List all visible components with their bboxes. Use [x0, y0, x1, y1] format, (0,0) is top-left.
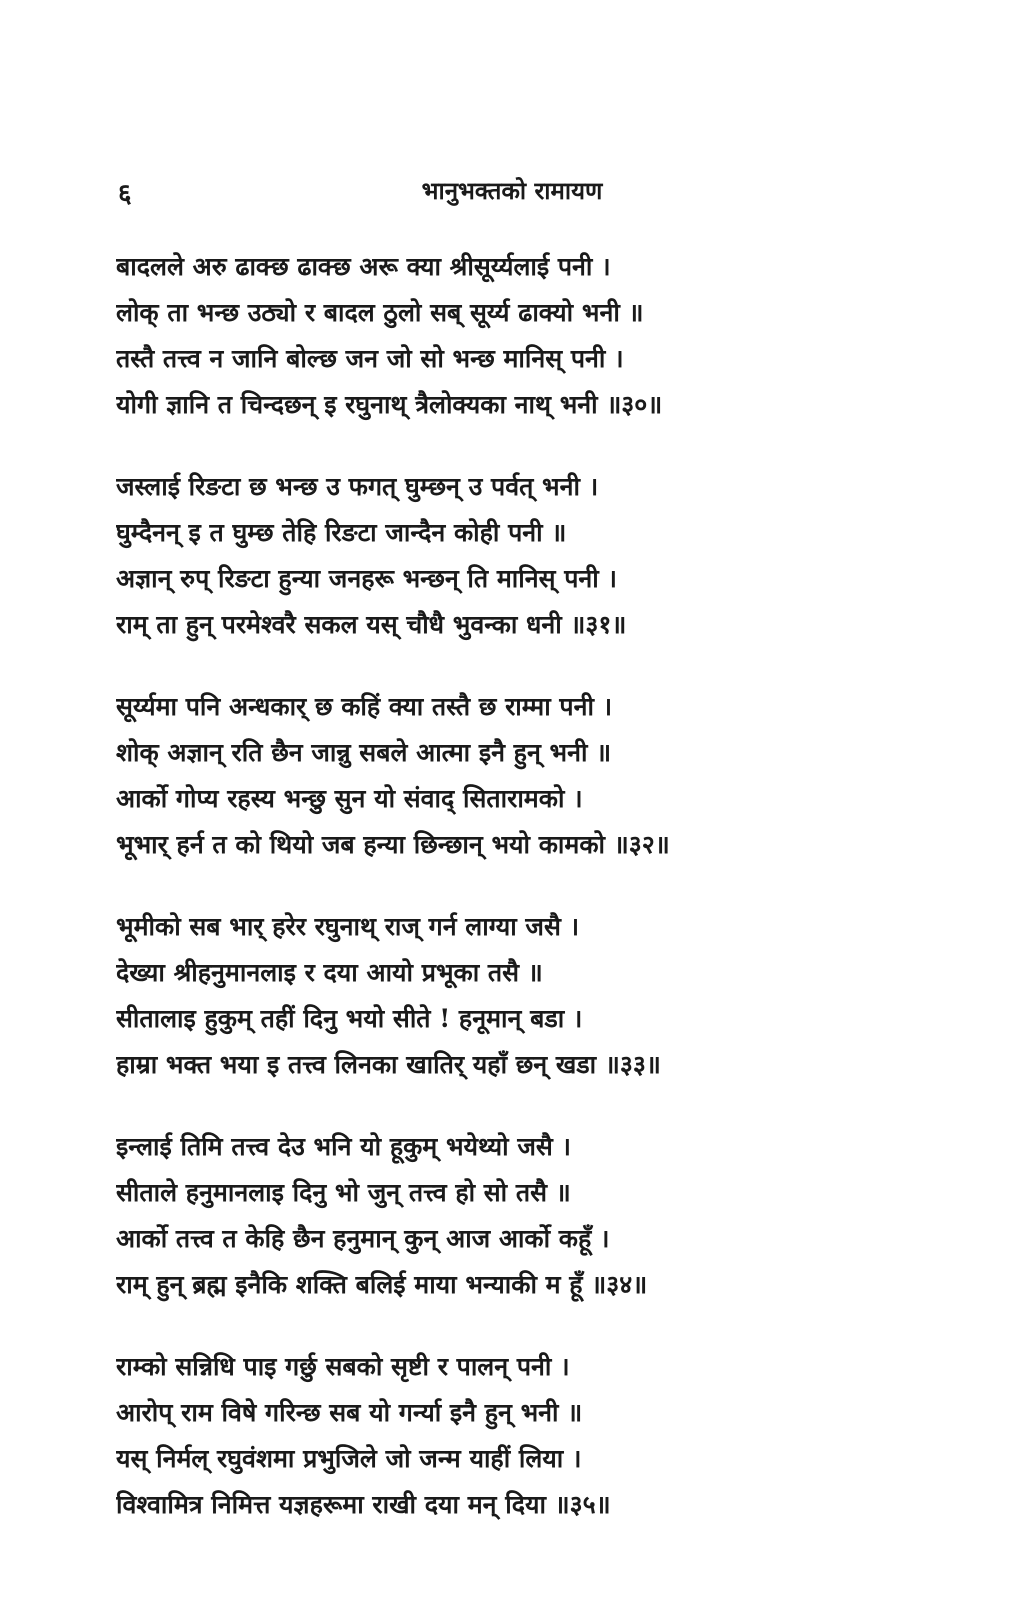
- verse-line: विश्वामित्र निमित्त यज्ञहरूमा राखी दया मन् दिया ॥३५॥: [116, 1490, 611, 1519]
- verse-line: हाम्रा भक्त भया इ तत्त्व लिनका खातिर् यहाँ छन् खडा ॥३३॥: [116, 1050, 661, 1079]
- verse-line: आर्को गोप्य रहस्य भन्छु सुन यो संवाद् सितारामको ।: [116, 784, 583, 813]
- verse-line: आर्को तत्त्व त केहि छैन हनुमान् कुन् आज आर्को कहूँ ।: [116, 1224, 610, 1253]
- verse-line: सूर्य्यमा पनि अन्धकार् छ कहिं क्या तस्तै छ राम्मा पनी ।: [116, 692, 613, 721]
- stanza-31: [116, 464, 916, 648]
- verse-line: तस्तै तत्त्व न जानि बोल्छ जन जो सो भन्छ मानिस् पनी ।: [116, 344, 624, 373]
- verse-line: सीताले हनुमानलाइ दिनु भो जुन् तत्त्व हो सो तसै ॥: [116, 1178, 571, 1207]
- stanza-35: [116, 1344, 916, 1528]
- stanza-34: [116, 1124, 916, 1308]
- verse-line: राम् हुन् ब्रह्म इनैकि शक्ति बलिई माया भन्याकी म हूँ ॥३४॥: [116, 1270, 648, 1299]
- running-title: भानुभक्तको रामायण: [421, 176, 603, 205]
- verse-line: शोक् अज्ञान् रति छैन जान्नु सबले आत्मा इनै हुन् भनी ॥: [116, 738, 612, 767]
- verse-line: देख्या श्रीहनुमानलाइ र दया आयो प्रभूका तसै ॥: [116, 958, 543, 987]
- verse-line: जस्लाई रिङटा छ भन्छ उ फगत् घुम्छन् उ पर्वत् भनी ।: [116, 472, 599, 501]
- stanza-30: [116, 244, 916, 428]
- page-number: ६: [118, 179, 132, 209]
- verse-line: राम् ता हुन् परमेश्वरै सकल यस् चौधै भुवन्का धनी ॥३१॥: [116, 610, 627, 639]
- verse-line: भूभार् हर्न त को थियो जब हन्या छिन्छान् भयो कामको ॥३२॥: [116, 830, 670, 859]
- verse-line: राम्को सन्निधि पाइ गर्छु सबको सृष्टी र पालन् पनी ।: [116, 1352, 570, 1381]
- verse-line: यस् निर्मल् रघुवंशमा प्रभुजिले जो जन्म याहीं लिया ।: [116, 1444, 582, 1473]
- verse-line: इन्लाई तिमि तत्त्व देउ भनि यो हूकुम् भयेथ्यो जसै ।: [116, 1132, 571, 1161]
- verse-line: घुम्दैनन् इ त घुम्छ तेहि रिङटा जान्दैन कोही पनी ॥: [116, 518, 567, 547]
- page-header: [0, 174, 1024, 214]
- verse-line: बादलले अरु ढाक्छ ढाक्छ अरू क्या श्रीसूर्य्यलाई पनी ।: [116, 252, 611, 281]
- verse-line: लोक् ता भन्छ उठ्यो र बादल ठुलो सब् सूर्य्य ढाक्यो भनी ॥: [116, 298, 644, 327]
- verse-block: [116, 244, 916, 1564]
- verse-line: योगी ज्ञानि त चिन्दछन् इ रघुनाथ् त्रैलोक्यका नाथ् भनी ॥३०॥: [116, 390, 663, 419]
- verse-line: भूमीको सब भार् हरेर रघुनाथ् राज् गर्न लाग्या जसै ।: [116, 912, 580, 941]
- verse-line: सीतालाइ हुकुम् तहीं दिनु भयो सीते ! हनूमान् बडा ।: [116, 1004, 583, 1033]
- verse-line: आरोप् राम विषे गरिन्छ सब यो गर्न्या इनै हुन् भनी ॥: [116, 1398, 583, 1427]
- stanza-33: [116, 904, 916, 1088]
- stanza-32: [116, 684, 916, 868]
- verse-line: अज्ञान् रुप् रिङटा हुन्या जनहरू भन्छन् ति मानिस् पनी ।: [116, 564, 617, 593]
